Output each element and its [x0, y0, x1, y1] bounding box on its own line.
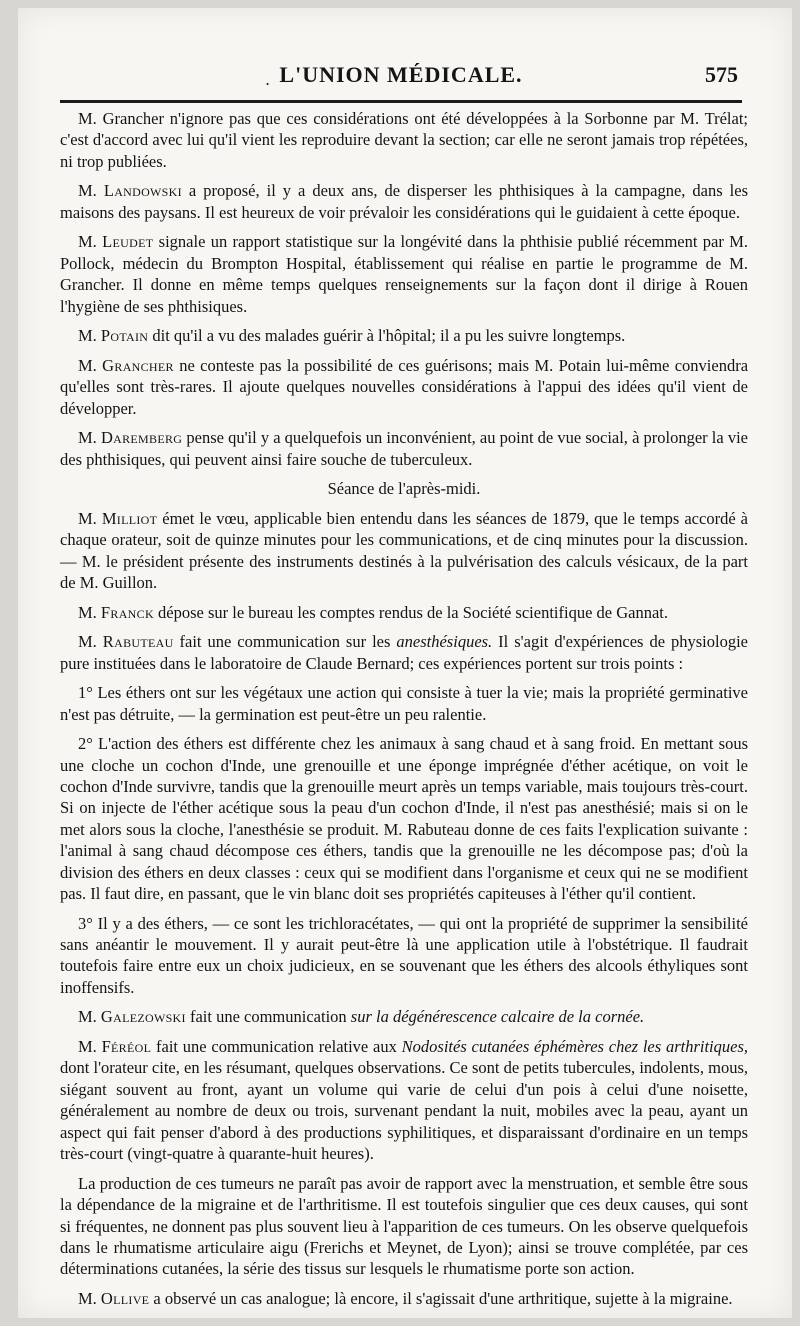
paragraph — [60, 631, 748, 674]
page-header — [60, 60, 742, 94]
speaker-name: Rabuteau — [102, 632, 174, 652]
text-run: M. — [78, 232, 103, 252]
speaker-name: Daremberg — [100, 428, 183, 448]
text-run: La production de ces tumeurs ne paraît pas avoir de rapport avec la menstruation, et semble être sous la dépendance de la migraine et de l'arthritisme. Il est toutefois singulier que ces deux causes, qui sont si fréquentes, ne donnent pas plus souvent lieu à l'apparition de ces tumeurs. On les observe quelquefois dans le rhumatisme articulaire aigu (Frerichs et Meynet, de Lyon); ainsi se trouve complétée, par ces déterminations cutanées, la série des tissus sur lesquels le rhumatisme porte son action. — [60, 1173, 748, 1279]
speaker-name: Landowski — [103, 181, 182, 201]
paragraph — [60, 325, 748, 346]
text-run: M. — [78, 326, 101, 346]
speaker-name: Milliot — [101, 508, 158, 528]
paragraph — [60, 427, 748, 470]
text-run: fait une communication — [185, 1007, 351, 1027]
text-run: ne conteste pas la possibilité de ces guérisons; mais M. Potain lui-même conviendra qu'elles sont très-rares. Il ajoute quelques nouvelles considérations à l'appui des idées qu'il vient de développer. — [60, 355, 749, 418]
journal-title: L'UNION MÉDICALE. — [279, 62, 523, 87]
text-run: dépose sur le bureau les comptes rendus de la Société scientifique de Gannat. — [153, 602, 668, 622]
text-run: M. — [78, 355, 103, 375]
body-text — [60, 108, 748, 1318]
paragraph — [60, 1173, 748, 1280]
text-run: pense qu'il y a quelquefois un inconvénient, au point de vue social, à prolonger la vie des phthisiques, qui peuvent ainsi faire souche de tuberculeux. — [60, 428, 749, 469]
text-run: 2° L'action des éthers est différente chez les animaux à sang chaud et à sang froid. En mettant sous une cloche un cochon d'Inde, une grenouille et une éponge imprégnée d'éther acétique, on voit le cochon d'Inde survivre, tandis que la grenouille meurt après un temps variable, mais toujours très-court. Si on injecte de l'éther acétique sous la peau d'un cochon d'Inde, il n'est pas anesthésié; mais si on le met alors sous la cloche, l'anesthésie se produit. M. Rabuteau donne de ces faits l'explication suivante : l'animal à sang chaud décompose ces éthers, tandis que la grenouille ne les décompose pas; d'où la division des éthers en deux classes : ceux qui se modifient dans l'organisme et ceux qui ne se modifient pas. Il faut dire, en passant, que le vin blanc doit ses propriétés capiteuses à l'éther qu'il contient. — [60, 734, 748, 904]
header-dot: . — [265, 70, 271, 89]
italic-text: Nodosités cutanées éphémères chez les arthritiques, — [401, 1037, 749, 1057]
journal-page — [18, 8, 792, 1318]
text-run: M. Grancher n'ignore pas que ces considérations ont été développées à la Sorbonne par M. Trélat; c'est d'accord avec lui qu'il vient les reproduire devant la section; car elle ne seront jamais trop répétées, ni trop publiées. — [60, 109, 748, 171]
speaker-name: Franck — [100, 602, 154, 622]
text-run: signale un rapport statistique sur la longévité dans la phthisie publié récemment par M. Pollock, médecin du Brompton Hospital, établissement qui réalise en partie le programme de M. Grancher. Il donne en même temps quelques renseignements sur la façon dont il dirige à Rouen l'hygiène de ses phthisiques. — [60, 232, 748, 316]
text-run: M. — [78, 1007, 101, 1027]
speaker-name: Grancher — [102, 355, 174, 375]
text-run: M. — [78, 1288, 101, 1308]
text-run: M. — [78, 181, 104, 201]
paragraph — [60, 1006, 748, 1027]
page-number: 575 — [705, 62, 738, 87]
text-run: fait une communication relative aux — [151, 1037, 402, 1057]
paragraph — [60, 1288, 748, 1309]
text-run: M. — [78, 1037, 102, 1057]
paragraph — [60, 733, 748, 904]
paragraph — [60, 508, 748, 594]
speaker-name: Galezowski — [100, 1007, 186, 1027]
italic-text: sur la dégénérescence calcaire de la cornée. — [350, 1007, 645, 1027]
text-run: M. — [78, 602, 101, 622]
paragraph — [60, 602, 748, 623]
text-run: Séance de l'après-midi. — [327, 479, 481, 499]
text-run: dont l'orateur cite, en les résumant, quelques observations. Ce sont de petits tubercules, indolents, mous, siégant souvent au front, ayant un volume qui varie de celui d'un pois à celui d'une noisette, généralement au nombre de deux ou trois, survenant pendant la nuit, mobiles avec la peau, ayant un aspect qui fait penser d'abord à des productions syphilitiques, et disparaissant d'ordinaire en un temps très-court (vingt-quatre à quarante-huit heures). — [60, 1058, 748, 1164]
paragraph — [60, 355, 748, 419]
text-run: 1° Les éthers ont sur les végétaux une action qui consiste à tuer la vie; mais la propriété germinative n'est pas détruite, — la germination est peut-être un peu ralentie. — [60, 683, 748, 724]
speaker-name: Leudet — [102, 232, 154, 252]
paragraph — [60, 180, 748, 223]
paragraph — [60, 913, 748, 999]
text-run: 3° Il y a des éthers, — ce sont les trichloracétates, — qui ont la propriété de supprimer la sensibilité sans anéantir le mouvement. Il y aurait peut-être là une application utile à l'obstétrique. Il faudrait toutefois faire entre eux un choix judicieux, en se souvenant que les éthers des alcools éthyliques sont inoffensifs. — [60, 913, 748, 997]
text-run: a proposé, il y a deux ans, de disperser les phthisiques à la campagne, dans les maisons des paysans. Il est heureux de voir prévaloir les considérations qui le guidaient à cette époque. — [60, 181, 749, 222]
italic-text: anesthésiques. — [396, 632, 493, 652]
text-run: M. — [78, 428, 101, 448]
paragraph — [60, 1036, 748, 1164]
text-run: Il s'agit d'expériences de physiologie pure instituées dans le laboratoire de Claude Bernard; ces expériences portent sur trois points : — [60, 632, 748, 673]
speaker-name: Potain — [100, 326, 149, 346]
section-heading — [60, 478, 748, 499]
text-run: M. — [78, 508, 102, 528]
paragraph — [60, 108, 748, 172]
text-run: a observé un cas analogue; là encore, il s'agissait d'une arthritique, sujette à la migraine. — [149, 1288, 733, 1308]
header-rule — [60, 100, 742, 103]
speaker-name: Ollive — [100, 1288, 150, 1308]
text-run: fait une communication sur les — [173, 632, 397, 652]
paragraph — [60, 682, 748, 725]
text-run: émet le vœu, applicable bien entendu dans les séances de 1879, que le temps accordé à chaque orateur, soit de quinze minutes pour les communications, et de cinq minutes pour la discussion. — M. le président présente des instruments destinés à la pulvérisation des calculs vésicaux, de la part de M. Guillon. — [60, 508, 748, 593]
text-run: dit qu'il a vu des malades guérir à l'hôpital; il a pu les suivre longtemps. — [148, 326, 626, 346]
text-run: M. — [78, 632, 103, 652]
speaker-name: Féréol — [101, 1037, 152, 1057]
paragraph — [60, 231, 748, 317]
